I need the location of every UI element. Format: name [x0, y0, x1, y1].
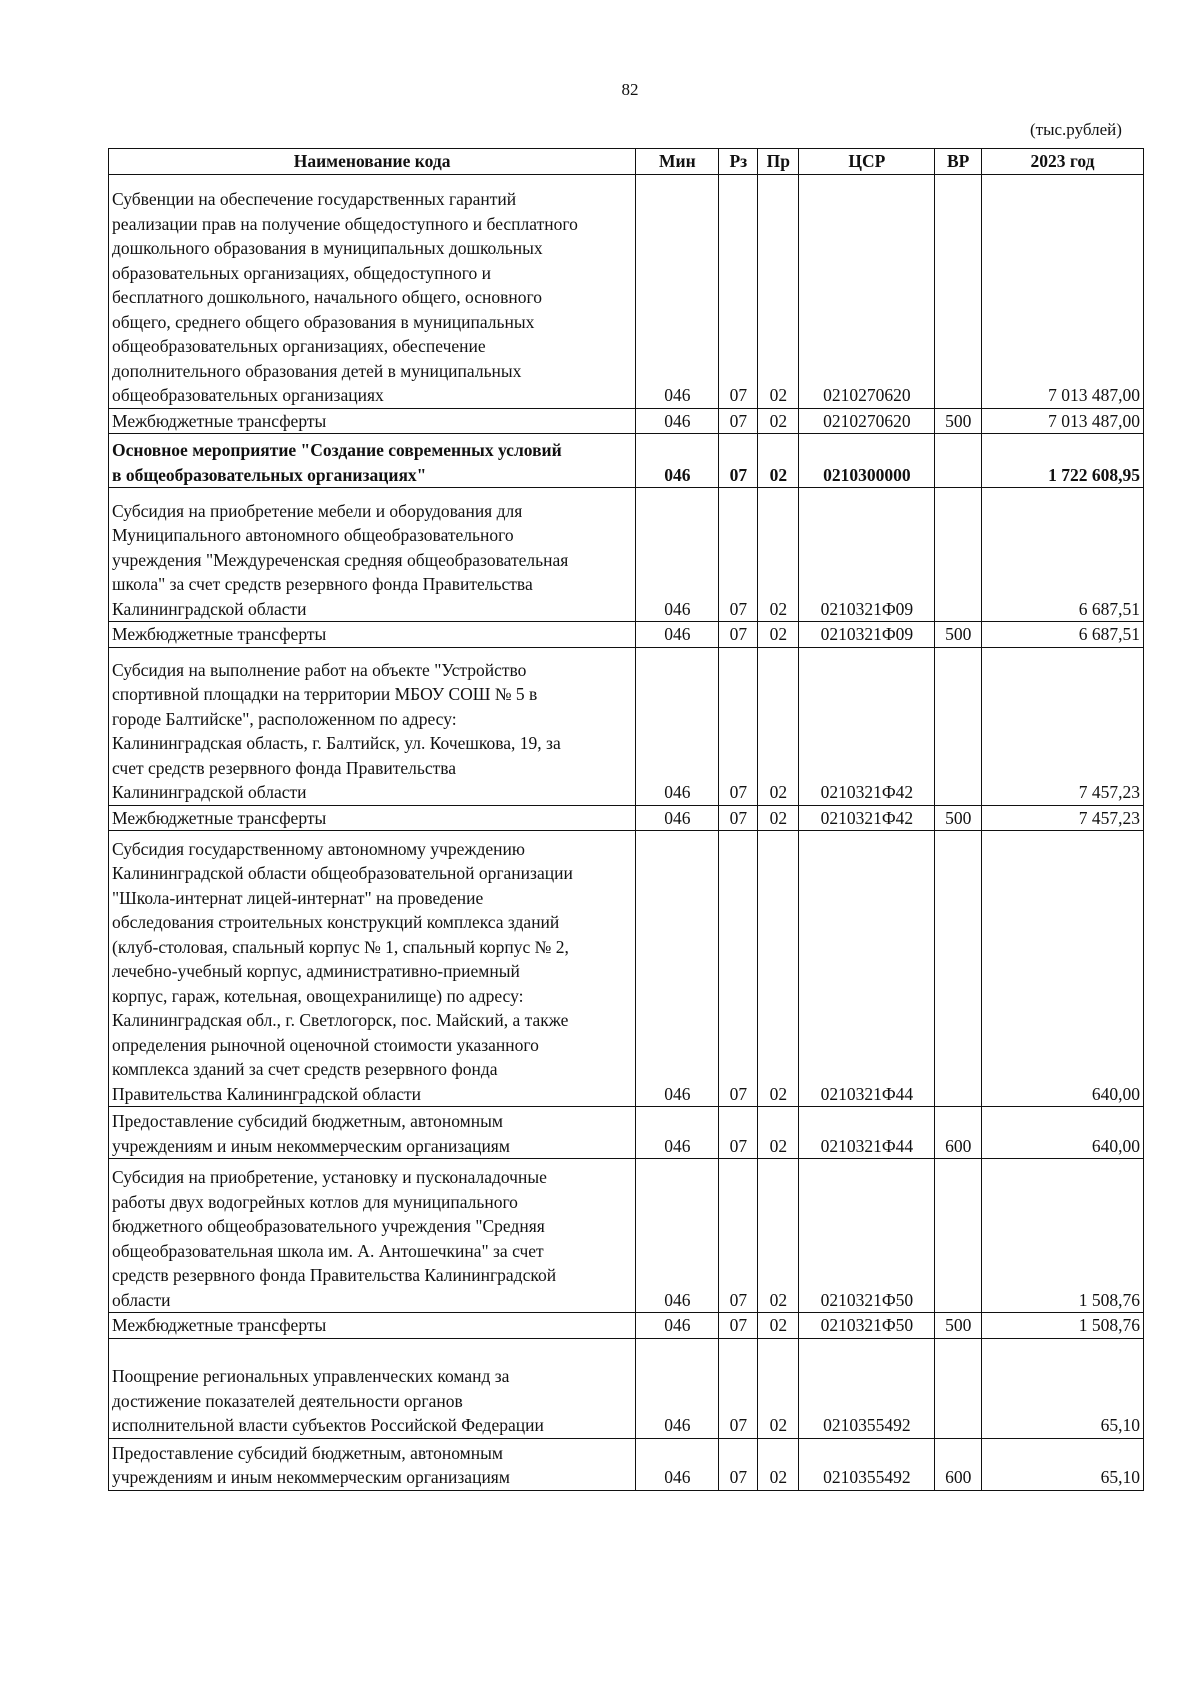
- row-vr: [935, 488, 981, 622]
- row-min: 046: [636, 174, 719, 408]
- header-csr: ЦСР: [799, 149, 935, 175]
- row-vr: 500: [935, 408, 981, 434]
- row-pr: 02: [758, 1107, 799, 1159]
- row-pr: 02: [758, 174, 799, 408]
- table-row: [109, 1438, 1144, 1490]
- table-row: [109, 488, 1144, 622]
- row-csr: 0210321Ф50: [799, 1313, 935, 1339]
- row-csr: 0210321Ф42: [799, 647, 935, 805]
- row-name: Предоставление субсидий бюджетным, автономным учреждениям и иным некоммерческим организациям: [109, 1107, 636, 1159]
- row-amount: 6 687,51: [981, 622, 1143, 648]
- table-row: [109, 174, 1144, 408]
- table-row: [109, 434, 1144, 488]
- row-vr: 600: [935, 1438, 981, 1490]
- row-name: Поощрение региональных управленческих команд за достижение показателей деятельности органов исполнительной власти субъектов Российской Федерации: [109, 1338, 636, 1438]
- row-rz: 07: [719, 408, 758, 434]
- header-year: 2023 год: [981, 149, 1143, 175]
- page-number: 82: [621, 80, 639, 99]
- row-amount: 640,00: [981, 831, 1143, 1107]
- row-vr: [935, 174, 981, 408]
- header-min: Мин: [636, 149, 719, 175]
- row-vr: [935, 1338, 981, 1438]
- budget-table: [108, 148, 1144, 1491]
- table-row: [109, 1313, 1144, 1339]
- row-csr: 0210355492: [799, 1438, 935, 1490]
- table-header-row: [109, 149, 1144, 175]
- row-pr: 02: [758, 408, 799, 434]
- row-amount: 7 013 487,00: [981, 408, 1143, 434]
- row-rz: 07: [719, 805, 758, 831]
- row-amount: 7 013 487,00: [981, 174, 1143, 408]
- row-vr: 600: [935, 1107, 981, 1159]
- row-vr: [935, 1159, 981, 1313]
- row-rz: 07: [719, 647, 758, 805]
- row-pr: 02: [758, 805, 799, 831]
- header-rz: Рз: [719, 149, 758, 175]
- row-name: Предоставление субсидий бюджетным, автономным учреждениям и иным некоммерческим организациям: [109, 1438, 636, 1490]
- row-name: Межбюджетные трансферты: [109, 1313, 636, 1339]
- row-pr: 02: [758, 1338, 799, 1438]
- row-name: Межбюджетные трансферты: [109, 805, 636, 831]
- row-min: 046: [636, 622, 719, 648]
- table-row: [109, 805, 1144, 831]
- row-vr: 500: [935, 1313, 981, 1339]
- row-vr: 500: [935, 805, 981, 831]
- row-min: 046: [636, 805, 719, 831]
- row-name: Субсидия на приобретение, установку и пусконаладочные работы двух водогрейных котлов для муниципального бюджетного общеобразовательного учреждения "Средняя общеобразовательная школа им. А. Антошечкина" за счет средств резервного фонда Правительства Калининградской области: [109, 1159, 636, 1313]
- row-pr: 02: [758, 1313, 799, 1339]
- row-min: 046: [636, 1313, 719, 1339]
- row-pr: 02: [758, 622, 799, 648]
- row-name: Межбюджетные трансферты: [109, 622, 636, 648]
- table-row: [109, 622, 1144, 648]
- row-csr: 0210321Ф42: [799, 805, 935, 831]
- row-csr: 0210321Ф09: [799, 622, 935, 648]
- row-csr: 0210321Ф50: [799, 1159, 935, 1313]
- row-csr: 0210355492: [799, 1338, 935, 1438]
- row-min: 046: [636, 831, 719, 1107]
- row-name: Субвенции на обеспечение государственных гарантий реализации прав на получение общедоступного и бесплатного дошкольного образования в муниципальных дошкольных образовательных организациях, общедоступного и бесплатного дошкольного, начального общего, основного общего, среднего общего образования в муниципальных общеобразовательных организациях, обеспечение дополнительного образования детей в муниципальных общеобразовательных организациях: [109, 174, 636, 408]
- row-vr: [935, 647, 981, 805]
- table-row: [109, 1338, 1144, 1438]
- row-vr: [935, 434, 981, 488]
- row-rz: 07: [719, 434, 758, 488]
- row-amount: 1 508,76: [981, 1313, 1143, 1339]
- row-min: 046: [636, 1338, 719, 1438]
- row-min: 046: [636, 1159, 719, 1313]
- row-vr: [935, 831, 981, 1107]
- table-row: [109, 1107, 1144, 1159]
- row-min: 046: [636, 408, 719, 434]
- row-pr: 02: [758, 434, 799, 488]
- row-rz: 07: [719, 831, 758, 1107]
- row-rz: 07: [719, 1338, 758, 1438]
- header-pr: Пр: [758, 149, 799, 175]
- table-row: [109, 408, 1144, 434]
- row-amount: 65,10: [981, 1338, 1143, 1438]
- row-pr: 02: [758, 831, 799, 1107]
- row-name: Основное мероприятие "Создание современных условий в общеобразовательных организациях": [109, 434, 636, 488]
- row-csr: 0210300000: [799, 434, 935, 488]
- row-amount: 1 722 608,95: [981, 434, 1143, 488]
- row-name: Субсидия на выполнение работ на объекте "Устройство спортивной площадки на территории МБОУ СОШ № 5 в городе Балтийске", расположенном по адресу: Калининградская область, г. Балтийск, ул. Кочешкова, 19, за счет средств резервного фонда Правительства Калининградской области: [109, 647, 636, 805]
- row-rz: 07: [719, 174, 758, 408]
- row-rz: 07: [719, 1107, 758, 1159]
- table-row: [109, 1159, 1144, 1313]
- row-name: Субсидия на приобретение мебели и оборудования для Муниципального автономного общеобразовательного учреждения "Междуреченская средняя общеобразовательная школа" за счет средств резервного фонда Правительства Калининградской области: [109, 488, 636, 622]
- row-amount: 1 508,76: [981, 1159, 1143, 1313]
- row-min: 046: [636, 434, 719, 488]
- row-rz: 07: [719, 1438, 758, 1490]
- row-pr: 02: [758, 488, 799, 622]
- row-csr: 0210321Ф09: [799, 488, 935, 622]
- table-row: [109, 647, 1144, 805]
- row-amount: 7 457,23: [981, 647, 1143, 805]
- row-min: 046: [636, 488, 719, 622]
- row-pr: 02: [758, 647, 799, 805]
- table-row: [109, 831, 1144, 1107]
- row-rz: 07: [719, 1313, 758, 1339]
- row-name: Субсидия государственному автономному учреждению Калининградской области общеобразовательной организации "Школа-интернат лицей-интернат" на проведение обследования строительных конструкций комплекса зданий (клуб-столовая, спальный корпус № 1, спальный корпус № 2, лечебно-учебный корпус, административно-приемный корпус, гараж, котельная, овощехранилище) по адресу: Калининградская обл., г. Светлогорск, пос. Майский, а также определения рыночной оценочной стоимости указанного комплекса зданий за счет средств резервного фонда Правительства Калининградской области: [109, 831, 636, 1107]
- row-csr: 0210321Ф44: [799, 1107, 935, 1159]
- units-label: (тыс.рублей): [1030, 120, 1122, 139]
- header-name: Наименование кода: [109, 149, 636, 175]
- row-csr: 0210270620: [799, 174, 935, 408]
- row-csr: 0210270620: [799, 408, 935, 434]
- row-amount: 640,00: [981, 1107, 1143, 1159]
- row-rz: 07: [719, 488, 758, 622]
- row-csr: 0210321Ф44: [799, 831, 935, 1107]
- row-amount: 6 687,51: [981, 488, 1143, 622]
- row-min: 046: [636, 1438, 719, 1490]
- header-vr: ВР: [935, 149, 981, 175]
- row-rz: 07: [719, 1159, 758, 1313]
- row-min: 046: [636, 647, 719, 805]
- row-pr: 02: [758, 1159, 799, 1313]
- row-vr: 500: [935, 622, 981, 648]
- row-name: Межбюджетные трансферты: [109, 408, 636, 434]
- row-amount: 7 457,23: [981, 805, 1143, 831]
- row-pr: 02: [758, 1438, 799, 1490]
- row-min: 046: [636, 1107, 719, 1159]
- row-amount: 65,10: [981, 1438, 1143, 1490]
- row-rz: 07: [719, 622, 758, 648]
